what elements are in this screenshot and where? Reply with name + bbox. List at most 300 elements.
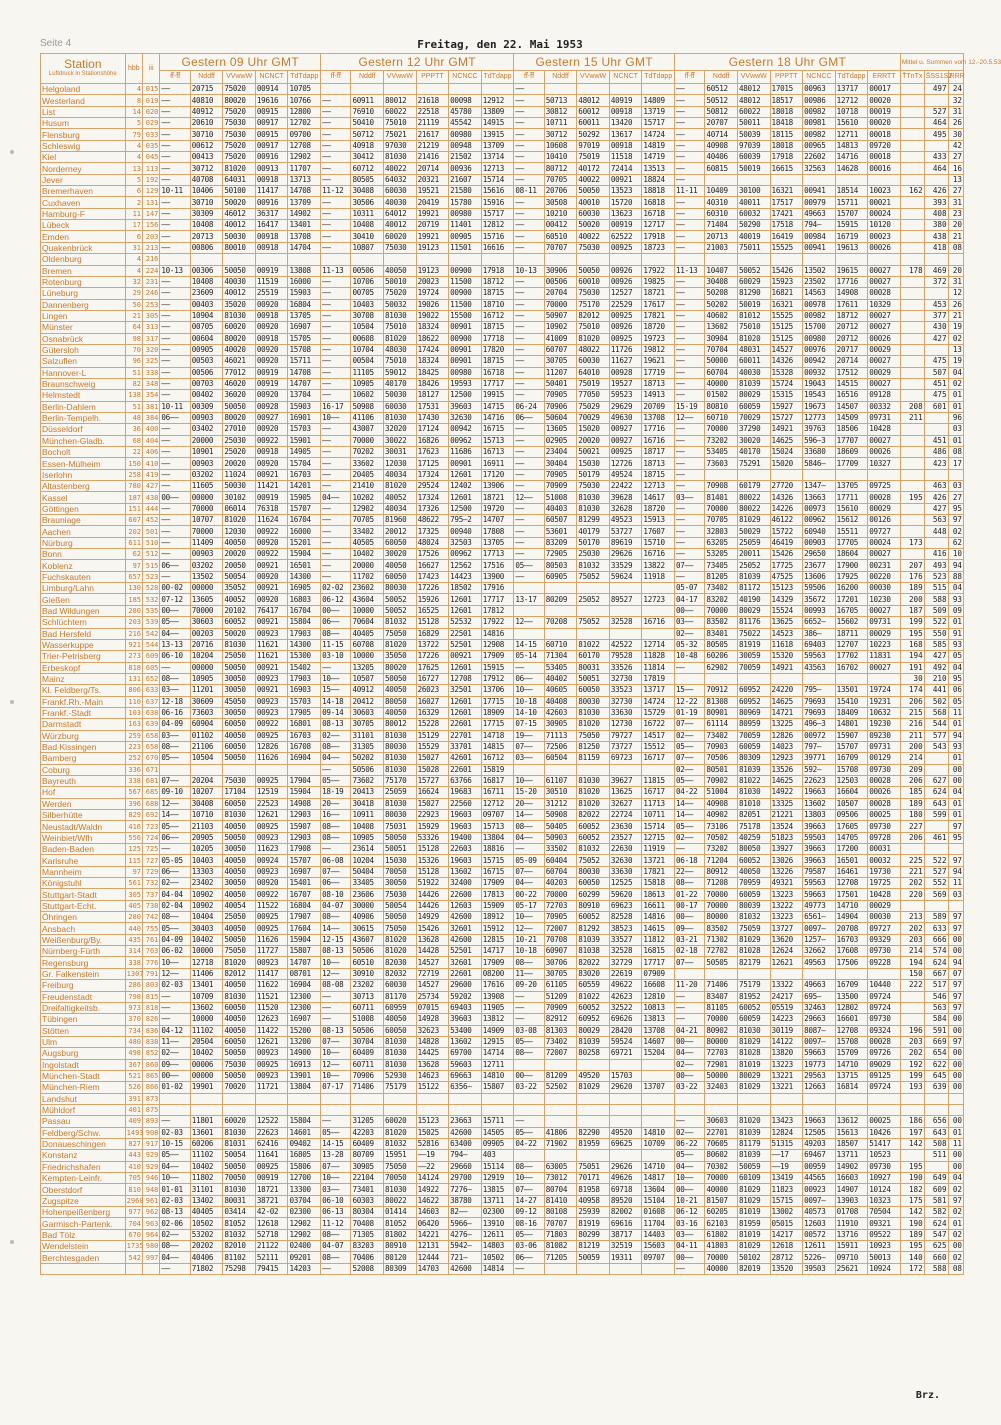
observation-value: 15904 [288, 787, 321, 798]
observation-value: 00027 [868, 310, 901, 321]
station-code: 657 [125, 571, 142, 582]
observation-value: —— [160, 844, 190, 855]
summary-value: 31 [948, 106, 963, 117]
summary-value [900, 378, 924, 389]
observation-value: 10-13 [160, 265, 190, 276]
observation-value: 14326 [770, 492, 803, 503]
observation-value: 15328 [770, 367, 803, 378]
observation-value: 23602 [351, 583, 384, 594]
table-row [41, 367, 964, 378]
observation-value: 51417 [868, 1138, 901, 1149]
observation-value: 19730 [868, 866, 901, 877]
observation-value [481, 84, 514, 95]
observation-value [609, 628, 642, 639]
observation-value: 40000 [705, 378, 738, 389]
table-row [41, 662, 964, 673]
observation-value [737, 254, 770, 265]
observation-value: 17120 [481, 469, 514, 480]
observation-value: 11704 [642, 1218, 675, 1229]
observation-value: 13526 [770, 764, 803, 775]
observation-value: —— [514, 140, 544, 151]
observation-value: 10—— [514, 1173, 544, 1184]
observation-value: 40000 [705, 1184, 738, 1195]
observation-value: 13713 [288, 174, 321, 185]
sub18-col-header: TdTdapp [835, 71, 868, 84]
summary-value: 00 [948, 1161, 963, 1172]
station-code: 391 [125, 1093, 142, 1104]
observation-value: 20719 [416, 220, 449, 231]
observation-value: 12300 [288, 1002, 321, 1013]
observation-value: 76318 [255, 503, 288, 514]
station-code: 13 [125, 163, 142, 174]
observation-value: 50292 [577, 129, 610, 140]
observation-value: 16805 [288, 1150, 321, 1161]
observation-value: 09724 [868, 1002, 901, 1013]
summary-value: 220 [900, 889, 924, 900]
observation-value: 00923 [255, 957, 288, 968]
station-code: 68 [125, 435, 142, 446]
observation-value: —— [321, 378, 351, 389]
station-name: Lingen [41, 310, 126, 321]
summary-value: 01 [948, 1127, 963, 1138]
observation-value [514, 1059, 544, 1070]
observation-value: 15228 [416, 719, 449, 730]
observation-value: 16702 [835, 662, 868, 673]
observation-value: 0097— [803, 923, 836, 934]
station-code: 29 [125, 288, 142, 299]
observation-value [835, 673, 868, 684]
observation-value: 38721 [255, 1195, 288, 1206]
summary-value: 227 [900, 821, 924, 832]
observation-value: 13401 [288, 220, 321, 231]
observation-value: 40406 [190, 1252, 223, 1263]
observation-value: 13709 [481, 140, 514, 151]
observation-value: 20102 [223, 605, 256, 616]
observation-value: 40908 [705, 140, 738, 151]
observation-value: 00915 [255, 106, 288, 117]
observation-value: 05—— [675, 775, 705, 786]
observation-value: 75020 [223, 84, 256, 95]
observation-value: 40052 [384, 492, 417, 503]
summary-value [900, 220, 924, 231]
observation-value: 02-03 [160, 1127, 190, 1138]
observation-value: 00919 [255, 492, 288, 503]
observation-value: 19812 [642, 344, 675, 355]
observation-value: 01-02 [160, 1082, 190, 1093]
table-row [41, 1014, 964, 1025]
station-code: 131 [125, 673, 142, 684]
observation-value: —— [514, 344, 544, 355]
station-name: Essen-Mülheim [41, 458, 126, 469]
observation-value: 80309 [384, 1263, 417, 1274]
observation-value: 60050 [223, 719, 256, 730]
observation-value: 02—— [675, 764, 705, 775]
station-code: 637 [143, 696, 160, 707]
observation-value: 60404 [544, 855, 577, 866]
observation-value: 82032 [384, 968, 417, 979]
observation-value: 14817 [642, 1173, 675, 1184]
observation-value: 00925 [255, 730, 288, 741]
summary-value: 01 [948, 810, 963, 821]
observation-value: 00920 [255, 537, 288, 548]
summary-value [924, 412, 948, 423]
observation-value: 17909 [481, 957, 514, 968]
table-row [41, 84, 964, 95]
observation-value: 10704 [351, 344, 384, 355]
station-name: Emden [41, 231, 126, 242]
observation-value: 00031 [868, 844, 901, 855]
observation-value: 10905 [351, 378, 384, 389]
observation-value: 00—— [675, 1070, 705, 1081]
observation-value: 09730 [868, 946, 901, 957]
observation-value: 30904 [705, 333, 738, 344]
observation-value: 15713 [481, 435, 514, 446]
summary-value [900, 197, 924, 208]
observation-value: —— [675, 322, 705, 333]
observation-value: 30510 [544, 787, 577, 798]
observation-value: 73405 [705, 560, 738, 571]
observation-value: 02-02 [321, 583, 351, 594]
observation-value [544, 1116, 577, 1127]
observation-value: 80010 [223, 242, 256, 253]
observation-value: 71406 [705, 980, 738, 991]
observation-value: 52532 [449, 617, 482, 628]
observation-value: 60559 [577, 980, 610, 991]
observation-value: 13222 [770, 900, 803, 911]
observation-value: 18426 [416, 378, 449, 389]
observation-value: 16200 [835, 583, 868, 594]
observation-value: 81029 [737, 515, 770, 526]
summary-value [900, 844, 924, 855]
observation-value: 403 [481, 1150, 514, 1161]
observation-value: 13906 [481, 481, 514, 492]
observation-value: 14716 [835, 152, 868, 163]
summary-value: 515 [924, 583, 948, 594]
observation-value: 32662 [803, 946, 836, 957]
observation-value: 13910 [481, 1218, 514, 1229]
observation-value: 81020 [384, 481, 417, 492]
observation-value: 16716 [642, 617, 675, 628]
observation-value: 02-03 [160, 980, 190, 991]
observation-value: 09727 [868, 526, 901, 537]
observation-value: 09728 [868, 832, 901, 843]
observation-value: 40906 [351, 912, 384, 923]
observation-value: 12618 [770, 1241, 803, 1252]
station-name: Nürburg [41, 537, 126, 548]
observation-value: 12300 [288, 991, 321, 1002]
observation-value [223, 764, 256, 775]
observation-value: 32730 [609, 696, 642, 707]
observation-value: 15705 [288, 333, 321, 344]
observation-value: 10407 [705, 265, 738, 276]
observation-value: 32627 [609, 798, 642, 809]
observation-value [514, 1093, 544, 1104]
observation-value: —— [514, 1116, 544, 1127]
summary-value: 649 [924, 1173, 948, 1184]
observation-value: 40170 [384, 378, 417, 389]
observation-value: 04-09 [160, 934, 190, 945]
observation-value: 09731 [868, 617, 901, 628]
observation-value: 06—— [160, 412, 190, 423]
observation-value: —— [675, 288, 705, 299]
observation-value: 60952 [737, 685, 770, 696]
observation-value: 49773 [803, 900, 836, 911]
observation-value: 10410 [544, 152, 577, 163]
observation-value: 00029 [868, 628, 901, 639]
summary-value: 441 [924, 685, 948, 696]
summary-value: 08 [948, 1263, 963, 1274]
observation-value: 00918 [609, 140, 642, 151]
observation-value: 11-13 [321, 265, 351, 276]
observation-value: 52501 [449, 639, 482, 650]
observation-value: 21103 [190, 821, 223, 832]
table-row [41, 152, 964, 163]
observation-value: 41009 [544, 333, 577, 344]
observation-value: 11726 [609, 344, 642, 355]
observation-value: 17725 [770, 560, 803, 571]
observation-value: 24217 [770, 991, 803, 1002]
summary-value: 464 [924, 118, 948, 129]
station-name: Berlin-Dahlem [41, 401, 126, 412]
station-name: Rotenburg [41, 276, 126, 287]
observation-value: 12718 [190, 957, 223, 968]
summary-value: 20 [948, 220, 963, 231]
station-code: 32 [125, 276, 142, 287]
station-name: Bamberg [41, 753, 126, 764]
observation-value: 00942 [803, 356, 836, 367]
observation-value: —— [675, 458, 705, 469]
station-code: 1307 [126, 969, 144, 978]
observation-value: 10706 [351, 276, 384, 287]
summary-value: 00 [948, 775, 963, 786]
observation-value: 80029 [577, 1025, 610, 1036]
observation-value: 10402 [351, 549, 384, 560]
summary-value: 426 [924, 492, 948, 503]
observation-value: 11802 [190, 1173, 223, 1184]
observation-value: 11401 [449, 220, 482, 231]
observation-value: 1347— [803, 481, 836, 492]
observation-value: 15915 [481, 662, 514, 673]
observation-value: 15410 [835, 696, 868, 707]
observation-value: 14—— [514, 810, 544, 821]
summary-value: 416 [924, 549, 948, 560]
observation-value: 15717 [481, 208, 514, 219]
observation-value: 10408 [351, 220, 384, 231]
observation-value: 00-02 [160, 583, 190, 594]
station-code: 2 [125, 197, 142, 208]
observation-value: 04-09 [160, 719, 190, 730]
table-row [41, 186, 964, 197]
sub15-col-header: TdTdapp [642, 71, 675, 84]
observation-value: 11102 [190, 1150, 223, 1161]
observation-value: 17922 [642, 265, 675, 276]
observation-value: 13606 [803, 571, 836, 582]
observation-value: 81030 [384, 152, 417, 163]
observation-value: 81030 [577, 492, 610, 503]
observation-value: 19521 [416, 186, 449, 197]
observation-value: 14527 [770, 344, 803, 355]
station-code: 815 [143, 991, 160, 1002]
observation-value: 00901 [449, 356, 482, 367]
observation-value: 33602 [351, 458, 384, 469]
summary-value: 168 [900, 639, 924, 650]
station-code: 921 [125, 639, 142, 650]
observation-value: 69721 [609, 1048, 642, 1059]
station-name: Kiel [41, 152, 126, 163]
observation-value: 32628 [609, 503, 642, 514]
observation-value: 89527 [609, 594, 642, 605]
station-code: 776 [143, 957, 160, 968]
observation-value: 02-06 [160, 1218, 190, 1229]
observation-value: —— [321, 367, 351, 378]
observation-value: 10-11 [160, 186, 190, 197]
observation-value: 75029 [577, 401, 610, 412]
observation-value: 71205 [544, 1252, 577, 1263]
observation-value: 17813 [481, 889, 514, 900]
observation-value: 18824 [642, 174, 675, 185]
observation-value: 30100 [737, 186, 770, 197]
observation-value: 04-12 [160, 1025, 190, 1036]
observation-value: 14625 [770, 775, 803, 786]
observation-value: —— [675, 537, 705, 548]
observation-value: 00927 [609, 424, 642, 435]
observation-value: 17717 [481, 594, 514, 605]
observation-value [255, 764, 288, 775]
observation-value: —— [675, 163, 705, 174]
observation-value: 13200 [288, 1036, 321, 1047]
observation-value: 13322 [770, 980, 803, 991]
observation-value: 50050 [384, 673, 417, 684]
observation-value: 21221 [770, 810, 803, 821]
observation-value: 50812 [705, 106, 738, 117]
observation-value: 14803 [481, 1241, 514, 1252]
summary-value: 19 [948, 322, 963, 333]
punch-hole [10, 150, 14, 154]
observation-value: 14-15 [514, 639, 544, 650]
summary-value: 208 [900, 401, 924, 412]
observation-value: 64010 [577, 367, 610, 378]
station-name: Öhringen [41, 912, 126, 923]
observation-value: 15128 [416, 617, 449, 628]
table-row [41, 946, 964, 957]
observation-value: 60109 [737, 1173, 770, 1184]
observation-value [481, 254, 514, 265]
station-code: 929 [143, 1150, 160, 1161]
observation-value: 386— [803, 628, 836, 639]
summary-value: 27 [948, 186, 963, 197]
observation-value: 10904 [190, 310, 223, 321]
station-code: 131 [143, 197, 160, 208]
observation-value: 05—— [160, 1150, 190, 1161]
summary-value: 21 [948, 231, 963, 242]
observation-value: 00—— [160, 1070, 190, 1081]
observation-value: 17430 [416, 412, 449, 423]
observation-value: 81030 [384, 798, 417, 809]
summary-value [900, 163, 924, 174]
observation-value: 15524 [770, 605, 803, 616]
observation-value: —— [321, 208, 351, 219]
observation-value: 15711 [481, 1116, 514, 1127]
punch-hole [10, 700, 14, 704]
observation-value: 20905 [190, 832, 223, 843]
observation-value: 14226 [770, 503, 803, 514]
observation-value: ——17 [770, 1150, 803, 1161]
observation-value: 81170 [384, 991, 417, 1002]
observation-value: 20020 [223, 458, 256, 469]
observation-value: 15807 [481, 1082, 514, 1093]
observation-value: 40190 [737, 594, 770, 605]
observation-value: 00027 [868, 322, 901, 333]
summary-value: 04 [948, 662, 963, 673]
observation-value: 00016 [868, 163, 901, 174]
observation-value: 11-13 [675, 265, 705, 276]
observation-value: 14721 [770, 707, 803, 718]
observation-value: 81020 [384, 333, 417, 344]
observation-value: 13927 [770, 844, 803, 855]
observation-value: 60905 [544, 571, 577, 582]
observation-value: 28420 [609, 1025, 642, 1036]
summary-value [900, 118, 924, 129]
observation-value: 16717 [642, 753, 675, 764]
summary-value: 543 [924, 741, 948, 752]
observation-value: 14710 [835, 900, 868, 911]
observation-value: 15714 [642, 821, 675, 832]
observation-value: 15525 [770, 242, 803, 253]
observation-value: 13705 [288, 310, 321, 321]
observation-value: 00918 [255, 447, 288, 458]
summary-value: 162 [900, 186, 924, 197]
observation-value: 17526 [416, 549, 449, 560]
observation-value: 40022 [577, 174, 610, 185]
observation-value: 70506 [705, 753, 738, 764]
summary-value: 150 [900, 968, 924, 979]
observation-value: 73202 [705, 844, 738, 855]
observation-value: 08—— [514, 821, 544, 832]
observation-value: 14921 [770, 662, 803, 673]
observation-value: 30022 [384, 435, 417, 446]
station-code: 607 [125, 515, 142, 526]
observation-value: 11421 [255, 481, 288, 492]
observation-value: 15-20 [514, 787, 544, 798]
observation-value: 14815 [481, 741, 514, 752]
observation-value: 32630 [449, 412, 482, 423]
observation-value: 00703 [190, 378, 223, 389]
station-code: 22 [125, 447, 142, 458]
summary-value: 03 [948, 481, 963, 492]
station-code: 62 [125, 549, 142, 560]
observation-value: 04-22 [514, 1138, 544, 1149]
station-code: 258 [125, 469, 142, 480]
observation-value: 60504 [544, 753, 577, 764]
summary-value: 95 [948, 503, 963, 514]
observation-value: 18712 [481, 276, 514, 287]
table-row [41, 140, 964, 151]
observation-value: 05-17 [514, 900, 544, 911]
observation-value: —— [514, 129, 544, 140]
observation-value [609, 1093, 642, 1104]
observation-value: 80912 [705, 866, 738, 877]
observation-value: 10718 [835, 106, 868, 117]
observation-value: 75030 [223, 1059, 256, 1070]
observation-value: 40259 [737, 832, 770, 843]
observation-value: 10205 [190, 844, 223, 855]
observation-value: 60011 [737, 356, 770, 367]
observation-value: 16601 [835, 1014, 868, 1025]
observation-value: 75019 [577, 378, 610, 389]
observation-value [514, 628, 544, 639]
observation-value: 70909 [544, 481, 577, 492]
observation-value: 15923 [770, 276, 803, 287]
